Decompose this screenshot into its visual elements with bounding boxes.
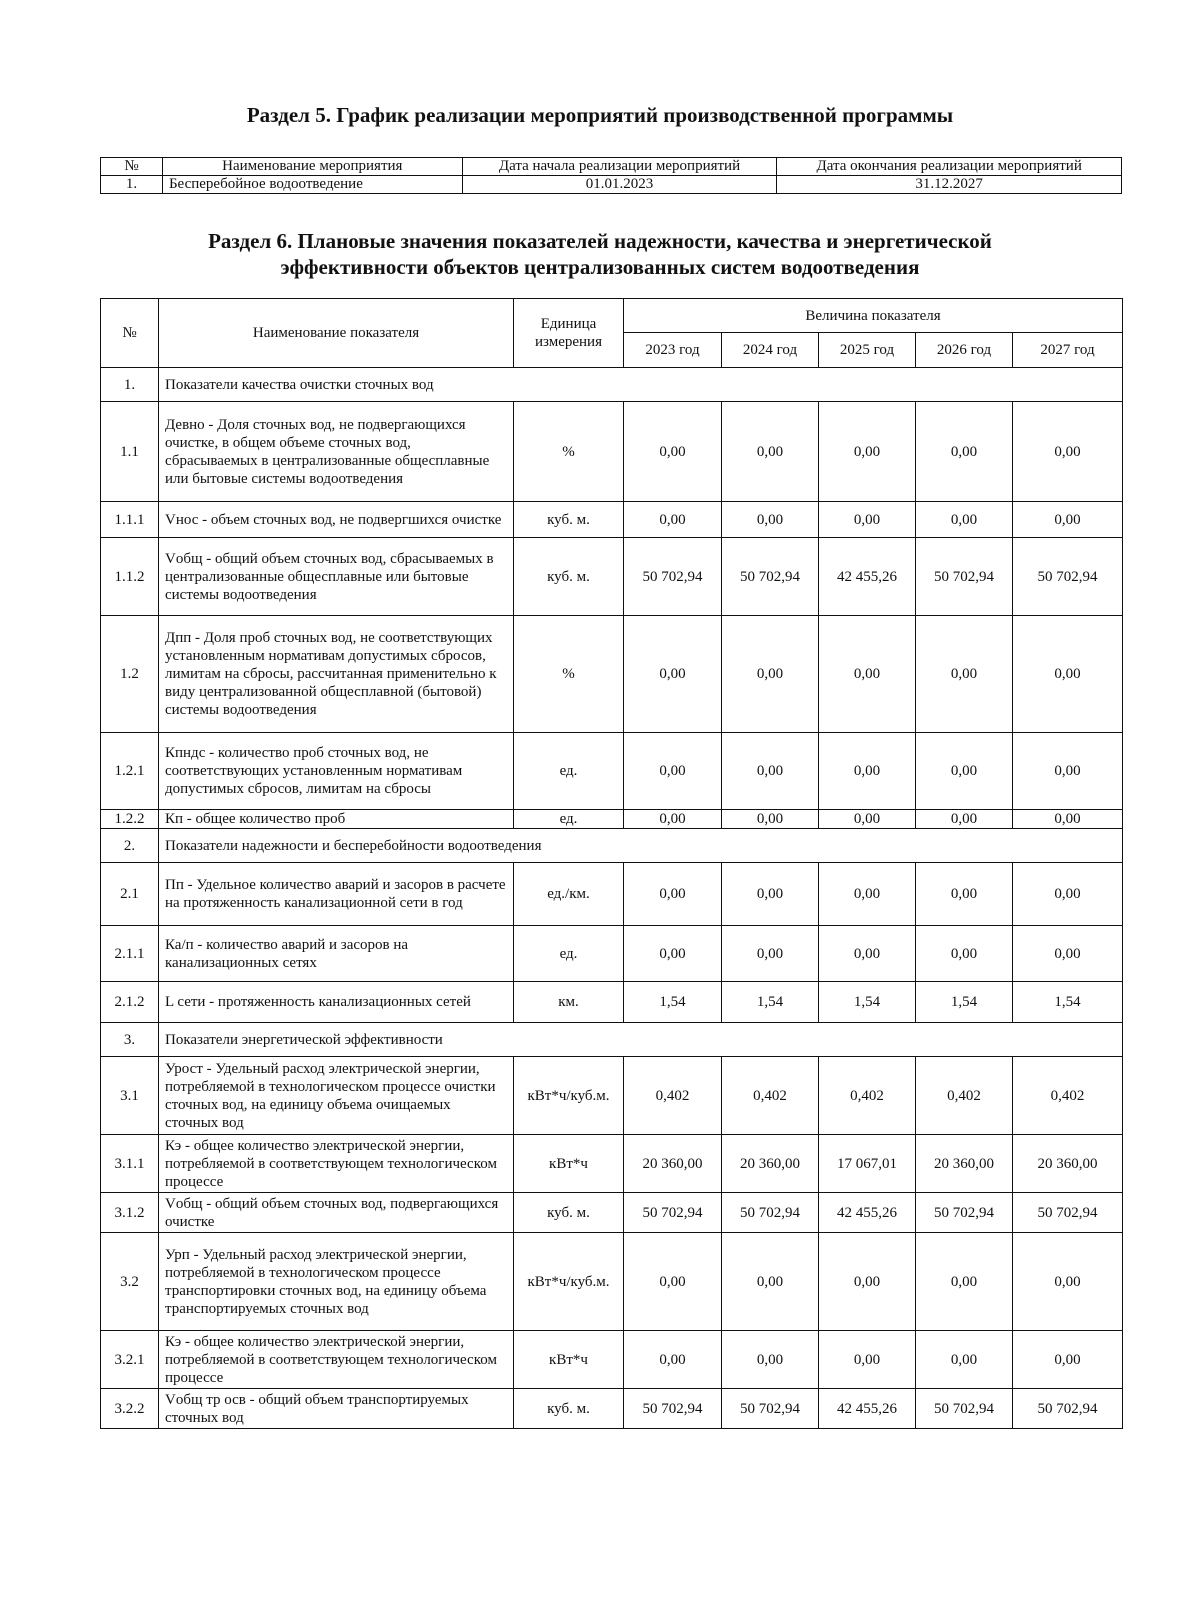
indicator-value: 0,00	[1013, 1233, 1123, 1331]
row-num: 1.	[101, 176, 163, 194]
indicator-num: 1.1.1	[101, 502, 159, 538]
indicator-unit: куб. м.	[514, 538, 624, 616]
section-row	[101, 1023, 1123, 1057]
indicator-value: 0,00	[1013, 402, 1123, 502]
indicator-name: Кэ - общее количество электрической энергии, потребляемой в соответствующем технологическом процессе	[159, 1331, 514, 1389]
table-row	[101, 733, 1123, 810]
indicator-value: 0,00	[819, 863, 916, 926]
indicator-num: 3.1.1	[101, 1135, 159, 1193]
indicator-name: Девно - Доля сточных вод, не подвергающихся очистке, в общем объеме сточных вод, сбрасываемых в централизованные общесплавные или бытовые системы водоотведения	[159, 402, 514, 502]
table-header-row	[101, 299, 1123, 333]
header-start-date: Дата начала реализации мероприятий	[462, 158, 777, 176]
indicator-unit: кВт*ч/куб.м.	[514, 1057, 624, 1135]
table-header-row	[101, 158, 1122, 176]
table-row	[101, 810, 1123, 829]
table-row	[101, 538, 1123, 616]
indicator-value: 0,00	[916, 402, 1013, 502]
indicator-value: 0,00	[624, 863, 722, 926]
section-name: Показатели качества очистки сточных вод	[159, 368, 1123, 402]
activity-name: Бесперебойное водоотведение	[162, 176, 462, 194]
header-indicator-name: Наименование показателя	[159, 299, 514, 368]
indicator-num: 3.2	[101, 1233, 159, 1331]
indicator-name: Vобщ - общий объем сточных вод, сбрасываемых в централизованные общесплавные или бытовые системы водоотведения	[159, 538, 514, 616]
indicator-value: 0,00	[1013, 810, 1123, 829]
indicator-unit: куб. м.	[514, 1389, 624, 1429]
header-num: №	[101, 299, 159, 368]
indicator-unit: ед./км.	[514, 863, 624, 926]
indicator-unit: кВт*ч	[514, 1331, 624, 1389]
header-year: 2027 год	[1013, 333, 1123, 368]
indicator-value: 0,00	[722, 402, 819, 502]
indicator-value: 50 702,94	[624, 538, 722, 616]
section6-title-line1: Раздел 6. Плановые значения показателей надежности, качества и энергетической	[208, 229, 992, 253]
indicator-value: 0,00	[624, 402, 722, 502]
indicator-value: 0,00	[916, 733, 1013, 810]
indicator-value: 0,00	[722, 616, 819, 733]
indicator-value: 20 360,00	[1013, 1135, 1123, 1193]
section6-title	[150, 228, 1050, 280]
indicator-value: 50 702,94	[916, 1389, 1013, 1429]
indicator-value: 0,00	[722, 733, 819, 810]
indicator-value: 0,402	[722, 1057, 819, 1135]
indicator-unit: %	[514, 616, 624, 733]
indicator-value: 1,54	[722, 982, 819, 1023]
section5-title: Раздел 5. График реализации мероприятий производственной программы	[246, 103, 954, 127]
indicator-value: 0,00	[624, 502, 722, 538]
section6-title-line2: эффективности объектов централизованных систем водоотведения	[280, 255, 920, 279]
indicator-name: Пп - Удельное количество аварий и засоров в расчете на протяженность канализационной сети в год	[159, 863, 514, 926]
table-row	[101, 1389, 1123, 1429]
indicator-value: 0,00	[819, 502, 916, 538]
section-num: 1.	[101, 368, 159, 402]
table-row	[101, 926, 1123, 982]
indicator-name: L сети - протяженность канализационных сетей	[159, 982, 514, 1023]
indicator-value: 0,00	[819, 926, 916, 982]
table-row	[101, 502, 1123, 538]
header-unit-line1: Единица	[540, 316, 597, 332]
indicator-value: 0,00	[916, 502, 1013, 538]
indicator-value: 1,54	[819, 982, 916, 1023]
indicator-unit: %	[514, 402, 624, 502]
indicator-unit: куб. м.	[514, 502, 624, 538]
indicator-value: 50 702,94	[1013, 538, 1123, 616]
indicator-name: Кэ - общее количество электрической энергии, потребляемой в соответствующем технологическом процессе	[159, 1135, 514, 1193]
indicator-unit: ед.	[514, 926, 624, 982]
section-num: 2.	[101, 829, 159, 863]
indicator-value: 50 702,94	[722, 1389, 819, 1429]
indicator-unit: куб. м.	[514, 1193, 624, 1233]
indicator-name: Ка/п - количество аварий и засоров на канализационных сетях	[159, 926, 514, 982]
indicator-num: 2.1.1	[101, 926, 159, 982]
indicator-value: 0,00	[624, 1233, 722, 1331]
indicator-value: 0,00	[722, 810, 819, 829]
indicator-value: 1,54	[1013, 982, 1123, 1023]
indicator-value: 0,402	[916, 1057, 1013, 1135]
indicator-num: 1.2	[101, 616, 159, 733]
table-row	[101, 982, 1123, 1023]
table-row	[101, 1057, 1123, 1135]
indicator-value: 0,00	[1013, 863, 1123, 926]
table-row	[101, 1233, 1123, 1331]
indicator-value: 0,00	[819, 402, 916, 502]
indicator-value: 0,00	[722, 863, 819, 926]
indicator-unit: кВт*ч	[514, 1135, 624, 1193]
indicator-value: 20 360,00	[722, 1135, 819, 1193]
indicator-value: 20 360,00	[624, 1135, 722, 1193]
table-row	[101, 1135, 1123, 1193]
indicator-num: 1.1	[101, 402, 159, 502]
header-year: 2023 год	[624, 333, 722, 368]
indicator-name: Кпндс - количество проб сточных вод, не соответствующих установленным нормативам допустимых сбросов, лимитам на сбросы	[159, 733, 514, 810]
indicator-value: 0,00	[819, 616, 916, 733]
indicator-value: 0,00	[624, 810, 722, 829]
indicator-value: 0,00	[1013, 616, 1123, 733]
table-row	[101, 176, 1122, 194]
indicator-value: 50 702,94	[1013, 1389, 1123, 1429]
indicator-unit: км.	[514, 982, 624, 1023]
indicator-value: 50 702,94	[916, 1193, 1013, 1233]
indicator-value: 0,00	[1013, 502, 1123, 538]
indicator-value: 50 702,94	[624, 1193, 722, 1233]
header-unit-line2: измерения	[534, 334, 602, 350]
schedule-table	[100, 157, 1122, 194]
table-row	[101, 616, 1123, 733]
section-row	[101, 368, 1123, 402]
header-activity-name: Наименование мероприятия	[162, 158, 462, 176]
indicator-num: 2.1	[101, 863, 159, 926]
indicator-value: 50 702,94	[722, 1193, 819, 1233]
indicator-value: 0,402	[1013, 1057, 1123, 1135]
indicator-value: 0,00	[819, 810, 916, 829]
indicator-value: 0,00	[1013, 733, 1123, 810]
section-name: Показатели энергетической эффективности	[159, 1023, 1123, 1057]
indicator-value: 50 702,94	[624, 1389, 722, 1429]
indicator-value: 50 702,94	[916, 538, 1013, 616]
section-num: 3.	[101, 1023, 159, 1057]
header-num: №	[101, 158, 163, 176]
indicator-value: 0,00	[916, 616, 1013, 733]
indicator-value: 50 702,94	[722, 538, 819, 616]
indicator-value: 0,00	[916, 810, 1013, 829]
indicator-unit: ед.	[514, 733, 624, 810]
indicator-num: 3.1.2	[101, 1193, 159, 1233]
indicator-value: 0,402	[624, 1057, 722, 1135]
indicator-value: 0,00	[722, 502, 819, 538]
indicator-unit: кВт*ч/куб.м.	[514, 1233, 624, 1331]
indicator-value: 20 360,00	[916, 1135, 1013, 1193]
indicator-value: 0,00	[819, 1233, 916, 1331]
indicator-value: 0,00	[624, 926, 722, 982]
indicator-value: 0,00	[1013, 1331, 1123, 1389]
indicator-value: 0,00	[624, 1331, 722, 1389]
indicator-value: 0,402	[819, 1057, 916, 1135]
table-row	[101, 402, 1123, 502]
header-unit	[514, 299, 624, 368]
indicator-num: 3.2.2	[101, 1389, 159, 1429]
indicators-table	[100, 298, 1123, 1429]
header-year: 2025 год	[819, 333, 916, 368]
indicator-name: Дпп - Доля проб сточных вод, не соответствующих установленным нормативам допустимых сбросов, лимитам на сбросы, рассчитанная применительно к виду централизованной общесплавной (бытовой) системы водоотведения	[159, 616, 514, 733]
table-row	[101, 863, 1123, 926]
indicator-num: 3.1	[101, 1057, 159, 1135]
indicator-num: 1.1.2	[101, 538, 159, 616]
section-name: Показатели надежности и бесперебойности водоотведения	[159, 829, 1123, 863]
indicator-name: Кп - общее количество проб	[159, 810, 514, 829]
indicator-value: 0,00	[624, 616, 722, 733]
section-row	[101, 829, 1123, 863]
table-row	[101, 1193, 1123, 1233]
indicator-value: 0,00	[722, 926, 819, 982]
header-year: 2024 год	[722, 333, 819, 368]
table-row	[101, 1331, 1123, 1389]
indicator-value: 0,00	[624, 733, 722, 810]
indicator-value: 42 455,26	[819, 1193, 916, 1233]
indicator-value: 17 067,01	[819, 1135, 916, 1193]
header-value-group: Величина показателя	[624, 299, 1123, 333]
indicator-name: Урп - Удельный расход электрической энергии, потребляемой в технологическом процессе транспортировки сточных вод, на единицу объема транспортируемых сточных вод	[159, 1233, 514, 1331]
indicator-unit: ед.	[514, 810, 624, 829]
indicator-name: Vнос - объем сточных вод, не подвергшихся очистке	[159, 502, 514, 538]
indicator-num: 1.2.2	[101, 810, 159, 829]
end-date: 31.12.2027	[777, 176, 1122, 194]
indicator-value: 0,00	[916, 1233, 1013, 1331]
indicator-num: 3.2.1	[101, 1331, 159, 1389]
indicator-value: 1,54	[916, 982, 1013, 1023]
indicator-value: 0,00	[819, 1331, 916, 1389]
header-end-date: Дата окончания реализации мероприятий	[777, 158, 1122, 176]
indicator-value: 42 455,26	[819, 1389, 916, 1429]
indicator-num: 2.1.2	[101, 982, 159, 1023]
header-year: 2026 год	[916, 333, 1013, 368]
indicator-value: 0,00	[916, 1331, 1013, 1389]
indicator-value: 0,00	[722, 1331, 819, 1389]
indicator-value: 1,54	[624, 982, 722, 1023]
indicator-value: 0,00	[722, 1233, 819, 1331]
indicator-value: 0,00	[916, 863, 1013, 926]
indicator-name: Урост - Удельный расход электрической энергии, потребляемой в технологическом процессе очистки сточных вод, на единицу объема очищаемых сточных вод	[159, 1057, 514, 1135]
indicator-value: 50 702,94	[1013, 1193, 1123, 1233]
indicator-value: 0,00	[916, 926, 1013, 982]
indicator-value: 0,00	[1013, 926, 1123, 982]
start-date: 01.01.2023	[462, 176, 777, 194]
indicator-name: Vобщ тр осв - общий объем транспортируемых сточных вод	[159, 1389, 514, 1429]
indicator-value: 42 455,26	[819, 538, 916, 616]
indicator-name: Vобщ - общий объем сточных вод, подвергающихся очистке	[159, 1193, 514, 1233]
indicator-value: 0,00	[819, 733, 916, 810]
indicator-num: 1.2.1	[101, 733, 159, 810]
